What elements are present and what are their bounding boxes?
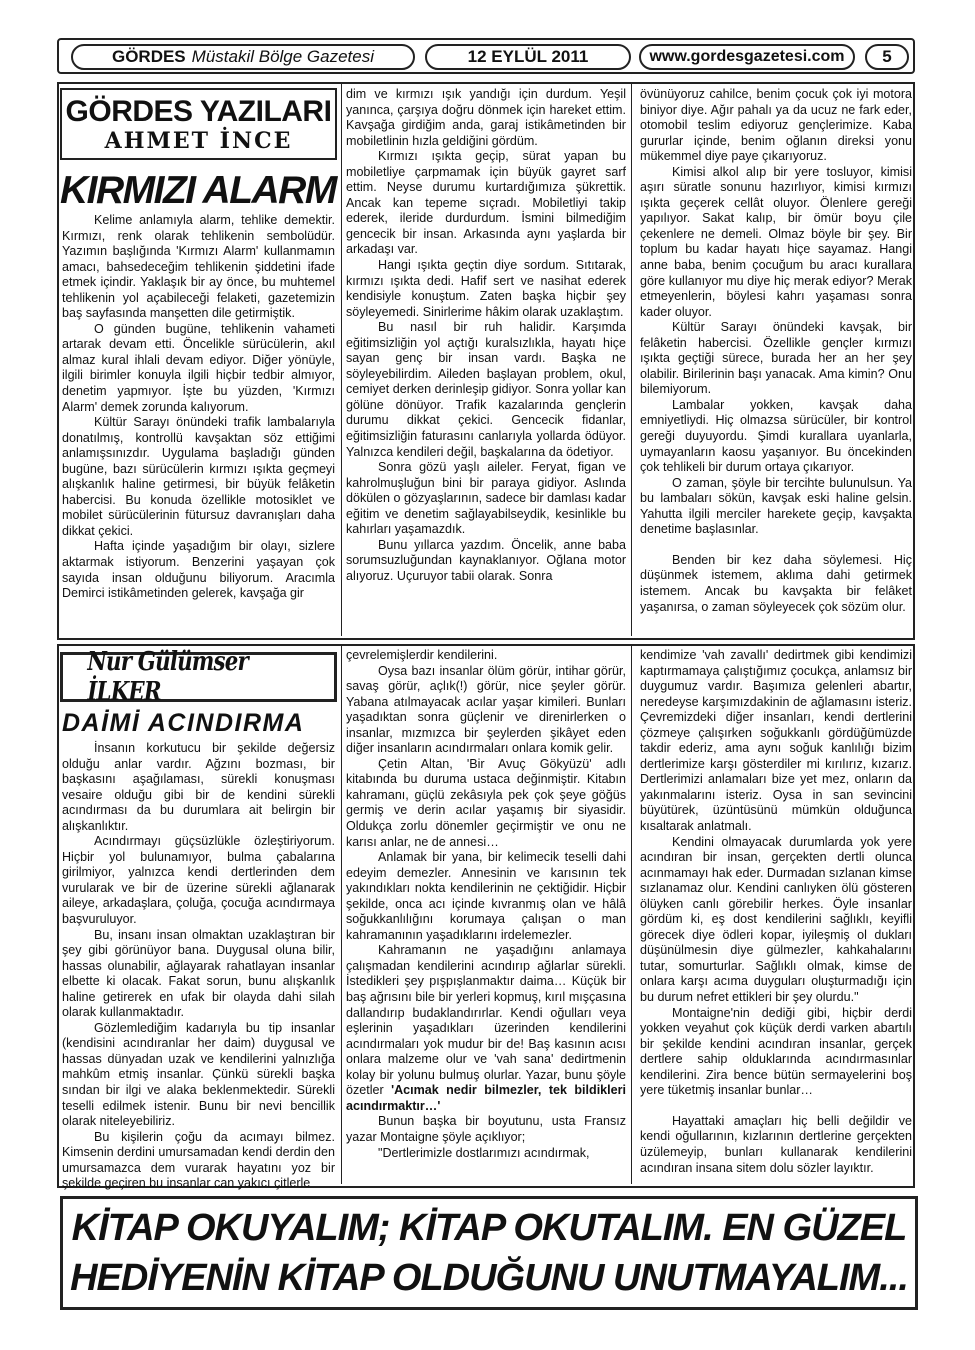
website-link[interactable]: www.gordesgazetesi.com xyxy=(649,48,845,65)
article-title: DAİMİ ACINDIRMA xyxy=(62,709,305,737)
column-rule xyxy=(631,646,632,1184)
author-name: Nur Gülümser İLKER xyxy=(87,647,248,707)
paragraph: Bu, insanı insan olmaktan uzaklaştıran bir şey gibi görünüyor bana. Duygusal oluna bilir, hassas olunabilir, ağlayarak rahatlayan insanlar elbette ki olacak. Fakat sorun, bunu alışkanlık haline getirerek en ufak bir olayda dahi silah olarak kullanmaktadır. xyxy=(62,927,335,1020)
column-header xyxy=(60,88,337,160)
paper-subtitle: Müstakil Bölge Gazetesi xyxy=(191,47,375,66)
issue-date xyxy=(425,44,631,70)
paper-name-pill xyxy=(71,44,415,70)
paragraph: Hafta içinde yaşadığım bir olayı, sizlere aktarmak istiyorum. Benzerini yaşayan çok sayıda insan olduğunu biliyorum. Aracımla Demirci istikâmetinden gelerek, kavşağa gir xyxy=(62,539,335,601)
paragraph: Bu nasıl bir ruh halidir. Karşımda eğitimsizliğin yol açtığı kuralsızlıkla, hayatı hiçe sayan genç bir insan vardı. Başka ne söyleyebilirdim. Aileden başlayan problem, okul, cemiyet derken derinleşip gidiyor. Sonra yollar kan gölüne dönüyor. Trafik kazalarında gençlerin durumu dikkat çekici. Gencecik fidanlar, eğitimsizliğin faturasını canlarıyla yollarda ödüyor. Yalnızca kendileri değil, başkalarına da ödetiyor. xyxy=(346,320,626,459)
paragraph: Benden bir kez daha söylemesi. Hiç düşünmek istemem, aklıma dahi getirmek istemem. Ancak bu kavşakta bir felâket yaşanırsa, o zaman söyleyecek çok sözüm olur. xyxy=(640,552,912,614)
paragraph: Sonra gözü yaşlı aileler. Feryat, figan ve kahrolmuşluğun bini bir paraya gidiyor. Aslında dökülen o gözyaşlarının, sadece bir damlası kadar eğitim ve denetim sağlayabilseydik, kesinlikle bu kahırları yaşamazdık. xyxy=(346,460,626,537)
banner-line-2: HEDİYENİN KİTAP OLDUĞUNU UNUTMAYALIM... xyxy=(70,1257,908,1299)
paragraph: dim ve kırmızı ışık yandığı için durdum. Yeşil yanınca, çarşıya doğru dönmek için hareket ettim. Kavşağa girdiğim anda, garaj istikâmetinden bir mobiletlinin hızla geldiğini gördüm. xyxy=(346,87,626,148)
paragraph: Gözlemlediğim kadarıyla bu tip insanlar (kendisini acındıranlar her daim) duygusal ve hassas dünyadan uzak ve kendilerini yalnızlığa mahkûm etmiş insanlar. Çünkü sürekli başka sından bir ilgi ve alaka beklenmektedir. Sürekli teselli edilmek istenir. Bunu bir nevi bencillik olarak niteleyebiliriz. xyxy=(62,1020,335,1129)
paragraph: Bunu yıllarca yazdım. Öncelik, anne baba sorumsuzluğundan kaynaklanıyor. Oğlana motor alıyoruz. Uçuruyor tabii olarak. Sonra xyxy=(346,537,626,583)
paragraph: Bunun başka bir boyutunu, usta Fransız yazar Montaigne şöyle açıklıyor; xyxy=(346,1114,626,1144)
paragraph: İnsanın korkutucu bir şekilde değersiz olduğu anlar vardır. Ağzını bozması, bir başkasını aşağılaması, sürekli konuşması vesaire olduğu gibi bir de kendini sürekli acındırması da bu durumlara ait belirgin bir alışkanlıktır. xyxy=(62,741,335,833)
paragraph: Kelime anlamıyla alarm, tehlike demektir. Kırmızı, renk olarak tehlikenin sembolüdür. Yazımın başlığında 'Kırmızı Alarm' kullanmamın amacı, bahsedeceğim tehlikenin şiddetini ifade etmek içindir. Yaklaşık bir ay önce, bu muhtemel tehlikenin yol açabileceği felaketi, gazetemizin baş sayfasında manşetten dile getirmiştik. xyxy=(62,213,335,321)
paper-name: GÖRDES xyxy=(111,47,186,66)
pull-quote: 'Acımak nedir bilmezler, tek bildikleri acındırmaktır…' xyxy=(346,1083,626,1113)
paragraph: Hayattaki amaçları hiç belli değildir ve kendi oğullarının, kızlarının dertlerine gerçekten üzülemeyip, bunları kullanarak kendilerini acındıran insana sitem dolu sözler layıktır. xyxy=(640,1113,912,1175)
page-number-text: 5 xyxy=(882,47,892,66)
paragraph-text: Kahramanın ne yaşadığını anlamaya çalışmadan kendilerini acındırıp ağlarlar sürekli. İstedikleri şey pışpışlanmaktır daima… Küçük bir baş ağrısını bile bir yerleri kopmuş, kırıl mışçasına dallandırıp budaklandırırlar. Kendi oğulları veya eşlerinin yaşadıkları üzerinden kendilerini acındırmaları yok mudur bir de! Baş kasının acısı onlara malzeme olur ve 'vah sana' dedirtmenin kolay bir yolunu bulmuş olurlar. Yazar, bunu şöyle özetler xyxy=(346,943,626,1098)
paragraph: Kırmızı ışıkta geçip, sürat yapan bu mobiletliye çarpmamak için büyük gayret sarf ettim. Neyse durumu kurtardığımıza şükrettik. Ancak kan tepeme sıçradı. Mobiletliyi takip ederek, ileride durdurdum. İsmini bilmediğim gencecik bir insan. Arkasında aynı yaşlarda bir arkadaşı var. xyxy=(346,149,626,257)
article2-column-2 xyxy=(346,648,626,1161)
paragraph: Lambalar yokken, kavşak daha emniyetliydi. Hiç olmazsa sürücüler, bir kontrol gereği duyuyordu. Şimdi kurallara uyanlarla, uymayanların kaosu yaşanıyor. Bu öncekinden çok tehlikeli bir durum ortaya çıkarıyor. xyxy=(640,397,912,475)
paragraph: Kimisi alkol alıp bir yere tosluyor, kimisi aşırı süratle sonunu hazırlıyor, kimisi kırmızı ışıkta geçerek cellât oluyor. Ölenlere gereği yapılıyor. Sakat kalıp, bir ömür boyu çile çekenlere ne demeli. Olmaz böyle bir şey. Bir toplum bu kadar hayatı hiçe sayamaz. Hangi anne baba, benim çocuğum bu aracı kurallara göre kullanıyor mu diye hiç merak ediyor? Merak etmeyenlerin, böylesi kahrı yaşaması sonra kader oluyor. xyxy=(640,164,912,319)
banner-line-1: KİTAP OKUYALIM; KİTAP OKUTALIM. EN GÜZEL xyxy=(71,1207,907,1249)
paragraph: Anlamak bir yana, bir kelimecik teselli dahi edeyim demezler. Annesinin ve karısının tek yakındıkları nokta kendilerinin ne çektiğidir. Hiçbir şekilde, onca acı içinde kıvranmış olan ve hâlâ soğukkanlılığını korumaya çalışan o man kahramanının yaşadıklarını irdelemezler. xyxy=(346,850,626,942)
paragraph: Acındırmayı güçsüzlükle özleştiriyorum. Hiçbir yol bulunamıyor, bulma çabalarına girilmiyor, yalnızca kendi dertlerinden dem vurularak ve bir de üzerine sürekli ağlanarak aileye, arkadaşlara, çoluğa, çocuğa acındırmaya başvuruluyor. xyxy=(62,834,335,927)
column-rule xyxy=(341,646,342,1184)
paragraph: Kültür Sarayı önündeki trafik lambalarıyla donatılmış, kontrollü kavşaktan söz ettiğimi anlamışsınızdır. Uygulama başladığı günden bugüne, bazı sürücülerin kırmızı ışıkta geçmeyi alışkanlık haline getirmesi, bir büyük felâketin habercisi. Bu konuda özellikle motosiklet ve mobilet sürücülerinin fütursuz davranışları daha dikkat çekici. xyxy=(62,415,335,538)
paragraph: kendimize 'vah zavallı' dedirtmek gibi kendimizi kaptırmamaya çalıştığımız çocukça, anlamsız bir duygumuz vardır. Başımıza gelenleri abartır, neredeyse karşımızdakinin de ağlamasını isteriz. Çevremizdeki diğer insanları, kendi dertlerini çözmeye çalışırken soğukkanlı gördüğümüzde takdir ederiz, ama aynı soğuk kanlılığı bizim dertlerimize karşı gösterdiler mi kırılırız, kızarız. Dertlerimizi anlamaları bize yet mez, onların da yakınmalarını isteriz. Oysa in san sevincini büyütürek, üzüntüsünü mümkün olduğunca kısaltarak anlatmalı. xyxy=(640,648,912,834)
paragraph: "Dertlerimizle dostlarımızı acındırmak, xyxy=(378,1145,590,1160)
paragraph: Çetin Altan, 'Bir Avuç Gökyüzü' adlı kitabında bu duruma ustaca değinmiştir. Kitabın kahramanı, güçlü zekâsıyla pek çok şeye göğüs germiş ve derin acılar yaşamış bir siyasidir. Oldukça zorlu dönemler geçirmiştir ve onu ne karısı anlar, ne de annesi… xyxy=(346,756,626,849)
paragraph: O zaman, şöyle bir tercihte bulunulsun. Ya bu lambaları sökün, kavşak eski haline gelsin. Yahutta ilgili merciler harekete geçip, kavşakta denetime başlasınlar. xyxy=(640,475,912,537)
paragraph: Oysa bazı insanlar ölüm görür, intihar görür, savaş görür, açlık(!) görür, nice şeyler görür. Yabana atılmayacak acılar yaşar kimileri. Bunları yaşadıktan sonra güçlenir ve direnirlerken o insanlar, mızmızca bir şeylerden şikâyet eden diğer insanların acındırmaları onlara komik gelir. xyxy=(346,663,626,756)
article1-column-1 xyxy=(62,213,335,602)
column-rule xyxy=(631,84,632,636)
date-text: 12 EYLÜL 2011 xyxy=(467,47,589,66)
bottom-banner xyxy=(60,1196,918,1310)
author-name: AHMET İNCE xyxy=(104,128,293,154)
article1-column-2 xyxy=(346,87,626,585)
paragraph: Montaigne'nin dediği gibi, hiçbir derdi yokken veyahut çok küçük derdi varken abartılı bir şekilde kendini acındıran insanlar, gerçek dertlere sahip olduklarında acındırmasınlar kendilerini. Zira bence bütün sermayelerini boş yere tüketmiş insanlar bunlar… xyxy=(640,1005,912,1098)
article-title: KIRMIZI ALARM xyxy=(60,169,336,212)
paragraph xyxy=(346,943,626,1114)
website-pill[interactable] xyxy=(639,44,855,70)
article2-column-1 xyxy=(62,741,335,1192)
column-rule xyxy=(341,84,342,636)
page-number xyxy=(865,44,909,70)
author-banner xyxy=(60,647,337,707)
article1-column-3 xyxy=(640,87,912,615)
column-name: GÖRDES YAZILARI xyxy=(65,95,332,128)
page-header xyxy=(57,38,915,74)
paragraph: Bu kişilerin çoğu da acımayı bilmez. Kimsenin derdini umursamadan kendi derdin den umursamazca dem vurarak hayatını yoz bir şekilde geçiren bu insanlar can yakıcı çitlerle xyxy=(62,1129,335,1191)
paragraph: Kültür Sarayı önündeki kavşak, bir felâketin habercisi. Özellikle gençler kırmızı ışıkta geçtiği sürece, burada her an her şey olabilir. Birilerinin başı yanacak. Ama kimin? Onu bilemiyorum. xyxy=(640,320,912,397)
paragraph: O günden bugüne, tehlikenin vahameti artarak devam etti. Öncelikle sürücülerin, akıl almaz kural ihlali devam ediyor. Diğer yönüyle, ilgili birimler konuyla ilgili hiçbir tedbir almıyor, denetim yapmıyor. İşte bu yüzden, 'Kırmızı Alarm' demek zorunda kalıyorum. xyxy=(62,321,335,414)
paragraph: Hangi ışıkta geçtin diye sordum. Sıtıtarak, kırmızı ışıkta dedi. Hafif sert ve nasihat ederek kendisiyle konuştum. Zaten başka hiçbir şey söyleyemedi. Sinirlerime hâkim olarak uzaklaştım. xyxy=(346,258,626,319)
article2-column-3 xyxy=(640,648,912,1176)
paragraph: çevrelemişlerdir kendilerini. xyxy=(346,648,498,662)
paragraph: övünüyoruz cahilce, benim çocuk çok iyi motora biniyor diye. Ağır pahalı ya da ucuz ne fark eder, otomobil teslim ediyoruz gençlerimize. Kaba gururlar içinde, benim oğlanın direksi yonu mükemmel diye paye çıkarıyoruz. xyxy=(640,87,912,164)
paragraph: Kendini olmayacak durumlarda yok yere acındıran bir insan, gerçekten dertli olunca acınmamayı hak eder. Durmadan sızlanan kimse sızlanamaz olur. Kendini canlıyken ölü gösteren ölüyken canlı görebilir herkes. Öyle insanlar gördüm ki, eş dost kendilerini sağlıklı, keyifli görecek diye ödleri kopar, iyileşmiş ol dukları düşünülmesin diye gülmezler, kahkahalarını tutar, somurturlar. Sağlıklı olmak, kimse de onlara karşı acıma duyguları oluşturmadığı için bu durum nefret ettikleri bir şey olurdu." xyxy=(640,834,912,1005)
